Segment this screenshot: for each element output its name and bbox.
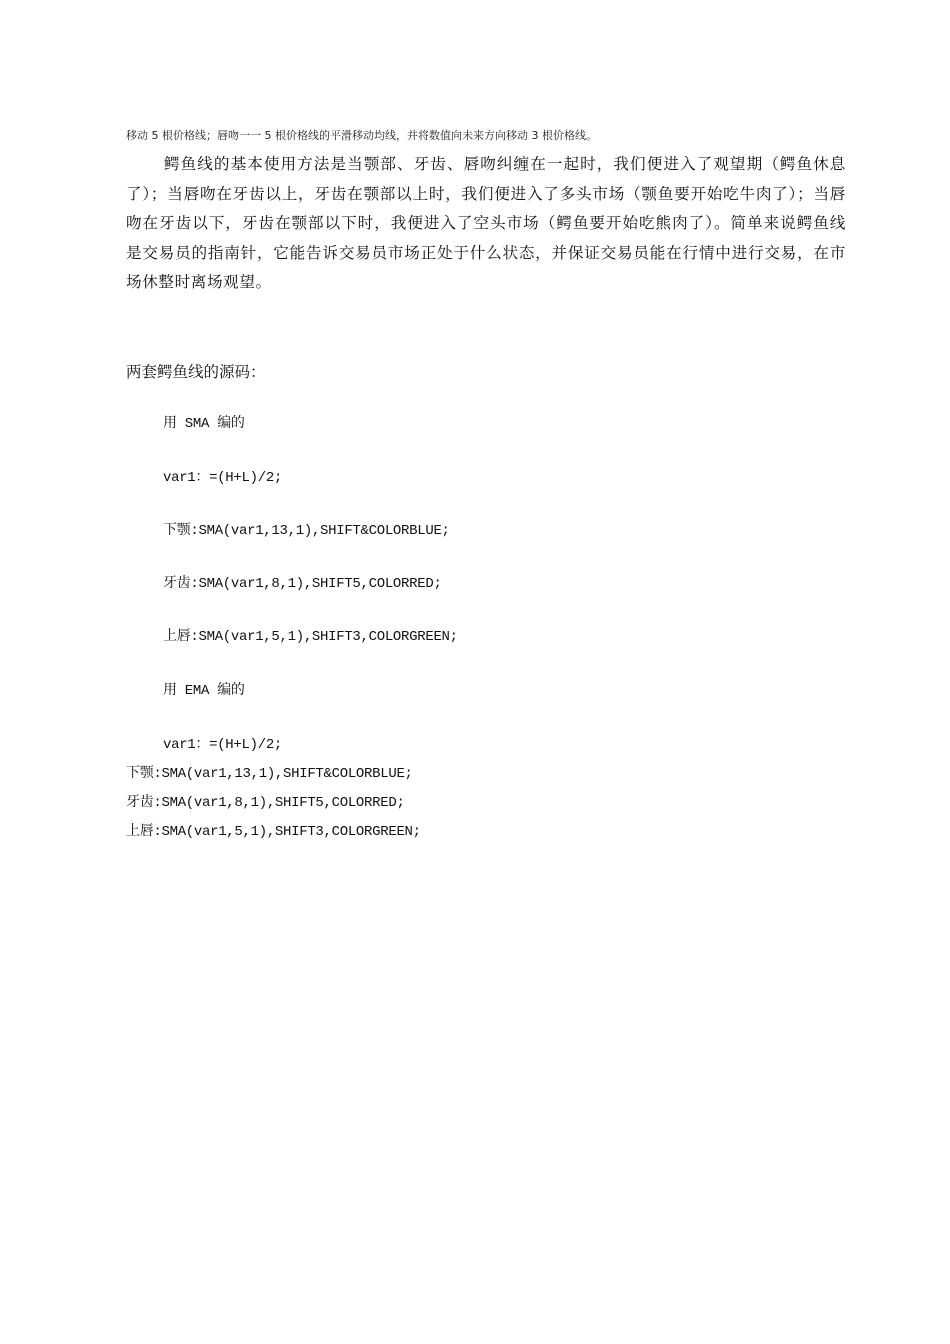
ema-var-line: var1：=(H+L)/2; — [163, 737, 283, 753]
source-heading: 两套鳄鱼线的源码： — [126, 363, 266, 381]
sma-teeth-line: 牙齿:SMA(var1,8,1),SHIFT5,COLORRED; — [163, 576, 442, 592]
ema-title: 用 EMA 编的 — [163, 683, 245, 699]
sma-var-line: var1：=(H+L)/2; — [163, 470, 283, 486]
sma-jaw-line: 下颚:SMA(var1,13,1),SHIFT&COLORBLUE; — [163, 523, 450, 539]
intro-fragment: 移动 5 根价格线；唇吻一一 5 根价格线的平滑移动均线，并将数值向未来方向移动 3 根价格线。 — [126, 129, 597, 142]
ema-teeth-line: 牙齿:SMA(var1,8,1),SHIFT5,COLORRED; — [126, 795, 405, 811]
ema-jaw-line: 下颚:SMA(var1,13,1),SHIFT&COLORBLUE; — [126, 766, 413, 782]
sma-lips-line: 上唇:SMA(var1,5,1),SHIFT3,COLORGREEN; — [163, 629, 458, 645]
ema-lips-line: 上唇:SMA(var1,5,1),SHIFT3,COLORGREEN; — [126, 824, 421, 840]
sma-title: 用 SMA 编的 — [163, 416, 245, 432]
usage-paragraph: 鳄鱼线的基本使用方法是当颚部、牙齿、唇吻纠缠在一起时，我们便进入了观望期（鳄鱼休息了）；当唇吻在牙齿以上，牙齿在颚部以上时，我们便进入了多头市场（颚鱼要开始吃牛肉了）；当唇吻在牙齿以下，牙齿在颚部以下时，我便进入了空头市场（鳄鱼要开始吃熊肉了）。简单来说鳄鱼线是交易员的指南针，它能告诉交易员市场正处于什么状态，并保证交易员能在行情中进行交易，在市场休整时离场观望。 — [126, 155, 846, 291]
